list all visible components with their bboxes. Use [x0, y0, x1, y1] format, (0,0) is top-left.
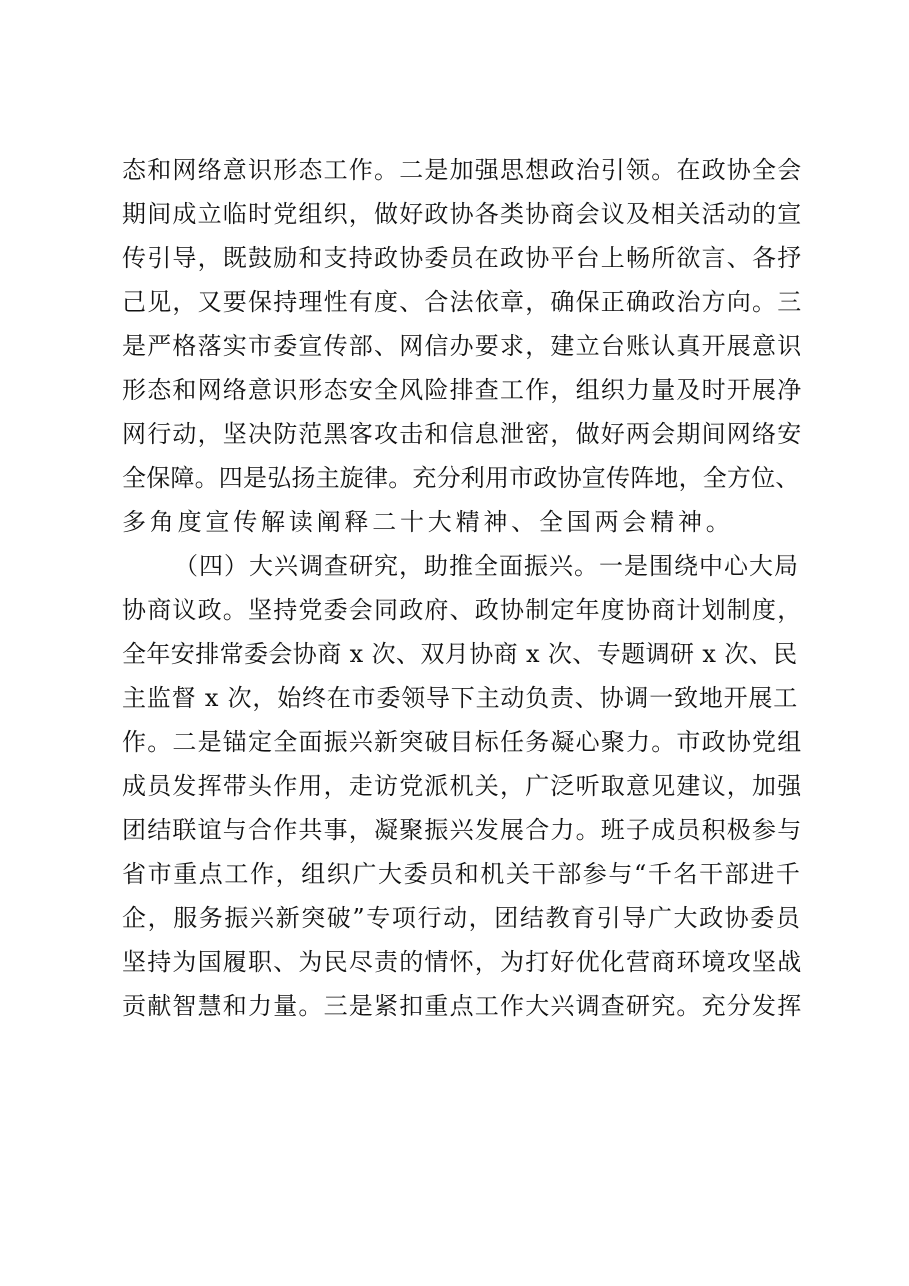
- text-line: 坚持为国履职、为民尽责的情怀，为打好优化营商环境攻坚战: [122, 948, 803, 976]
- text-line: 态和网络意识形态工作。二是加强思想政治引领。在政协全会: [122, 156, 803, 184]
- text-line: 省市重点工作，组织广大委员和机关干部参与“千名干部进千: [122, 860, 802, 888]
- text-line: 己见，又要保持理性有度、合法依章，确保正确政治方向。三: [122, 288, 803, 316]
- document-body: [122, 148, 802, 1028]
- text-line: 主监督 x 次，始终在市委领导下主动负责、协调一致地开展工: [122, 684, 798, 712]
- text-line: 团结联谊与合作共事，凝聚振兴发展合力。班子成员积极参与: [122, 816, 803, 844]
- text-line: 成员发挥带头作用，走访党派机关，广泛听取意见建议，加强: [122, 772, 803, 800]
- text-line: 网行动，坚决防范黑客攻击和信息泄密，做好两会期间网络安: [122, 420, 803, 448]
- text-line: 全保障。四是弘扬主旋律。充分利用市政协宣传阵地，全方位、: [122, 464, 800, 492]
- text-line: 是严格落实市委宣传部、网信办要求，建立台账认真开展意识: [122, 332, 803, 360]
- text-line: 传引导，既鼓励和支持政协委员在政协平台上畅所欲言、各抒: [122, 244, 803, 272]
- text-line: 全年安排常委会协商 x 次、双月协商 x 次、专题调研 x 次、民: [122, 640, 798, 668]
- text-line: 形态和网络意识形态安全风险排查工作，组织力量及时开展净: [122, 376, 803, 404]
- text-line: 企，服务振兴新突破”专项行动，团结教育引导广大政协委员: [122, 904, 802, 932]
- text-line: 期间成立临时党组织，做好政协各类协商会议及相关活动的宣: [122, 200, 803, 228]
- text-line: 作。二是锚定全面振兴新突破目标任务凝心聚力。市政协党组: [122, 728, 803, 756]
- text-line: 协商议政。坚持党委会同政府、政协制定年度协商计划制度，: [122, 596, 803, 624]
- text-line: 多角度宣传解读阐释二十大精神、全国两会精神。: [122, 508, 734, 536]
- text-line: 贡献智慧和力量。三是紧扣重点工作大兴调查研究。充分发挥: [122, 992, 803, 1020]
- section-heading-line: （四）大兴调查研究，助推全面振兴。一是围绕中心大局: [174, 552, 799, 580]
